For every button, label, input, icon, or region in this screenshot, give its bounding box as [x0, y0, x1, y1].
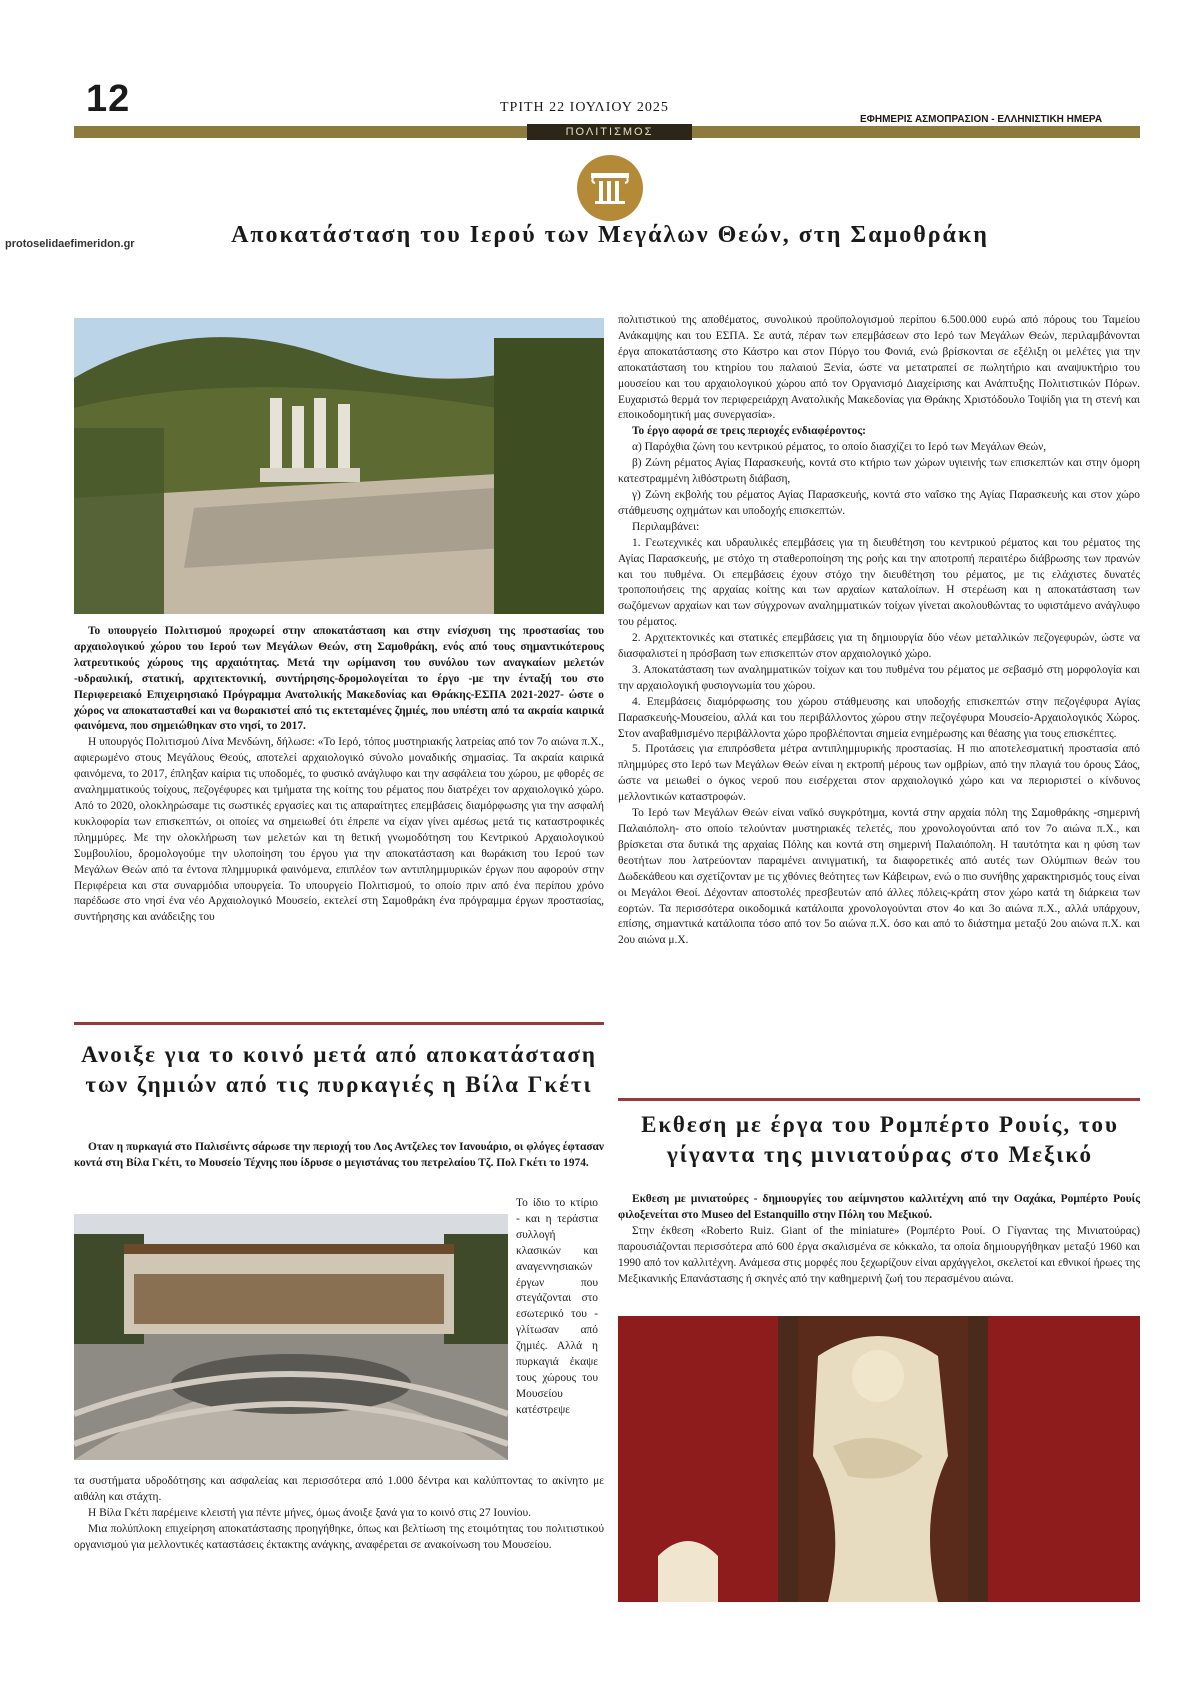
photo-getty-villa	[74, 1214, 508, 1460]
article2-side-text: Το ίδιο το κτίριο - και η τεράστια συλλογή κλασικών και αναγεννησιακών έργων που στεγάζονται στο εσωτερικό του - γλίτωσαν από ζημιές. Αλλά η πυρκαγιά έκαψε τους χώρους του Μουσείου κατέστρεψε	[516, 1197, 598, 1416]
issue-date: ΤΡΙΤΗ 22 ΙΟΥΛΙΟΥ 2025	[500, 100, 669, 115]
article1-left-text	[74, 624, 604, 926]
divider-red	[74, 1022, 604, 1025]
article1-paragraph: 2. Αρχιτεκτονικές και στατικές επεμβάσεις για τη δημιουργία δύο νέων μεταλλικών πεζογεφυρών, ώστε να διασφαλιστεί η πρόσβαση των επισκεπτών στον αρχαιολογικό χώρο.	[618, 632, 1140, 661]
article1-paragraph: 1. Γεωτεχνικές και υδραυλικές επεμβάσεις για τη διευθέτηση του κεντρικού ρέματος και του ρέματος της Αγίας Παρασκευής, με στόχο τη σταθεροποίηση της ροής και την αποτροπή περαιτέρω διάβρωσης των πρανών και του πυθμένα. Οι επεμβάσεις έχουν στόχο την διευθέτηση του ρέματος, με τις ελάχιστες δυνατές τροποποιήσεις της αρχαίας κοίτης και των αρχαίων καταλοίπων. Η στερέωση και η αποκατάσταση των σωζόμενων αρχαίων και των σύγχρονων αναλημματικών τοίχων γίνεται ακολουθώντας το υφιστάμενο ανάγλυφο του ρέματος.	[618, 536, 1140, 629]
divider-red	[618, 1098, 1140, 1101]
watermark: protoselidaefimeridon.gr	[5, 238, 135, 250]
article3-text	[618, 1192, 1140, 1287]
newspaper-name: ΕΦΗΜΕΡΙΣ ΑΣΜΟΠΡΑΣΙΟΝ - ΕΛΛΗΝΙΣΤΙΚΗ ΗΜΕΡΑ	[860, 114, 1103, 125]
article-title-ruiz: Εκθεση με έργα του Ρομπέρτο Ρουίς, του γίγαντα της μινιατούρας στο Μεξικό	[641, 1112, 1119, 1167]
column-icon	[577, 155, 643, 221]
article1-paragraph: πολιτιστικού της αποθέματος, συνολικού προϋπολογισμού περίπου 6.500.000 ευρώ από πόρους του Ταμείου Ανάκαμψης και του ΕΣΠΑ. Σε αυτά, πέραν των επεμβάσεων στο Ιερό των Μεγάλων Θεών, περιλαμβάνονται έργα αποκατάστασης στο Κάστρο και στον Πύργο του Φονιά, ενώ βρίσκονται σε εξέλιξη οι μελέτες για την αποκατάσταση του κτηρίου του παλαιού Ξενία, ώστε να μετατραπεί σε πωλητήριο και αναψυκτήριο του μουσείου και του αρχαιολογικού χώρου από τον Οργανισμό Διαχείρισης και Ανάπτυξης Πολιτιστικών Πόρων. Ευχαριστώ θερμά τον περιφερειάρχη Ανατολικής Μακεδονίας για Θράκης Χριστόδουλο Τοψίδη για τη στενή και εποικοδομητική μας συνεργασία».	[618, 314, 1140, 422]
article1-paragraph: γ) Ζώνη εκβολής του ρέματος Αγίας Παρασκευής, κοντά στο ναΐσκο της Αγίας Παρασκευής και στον χώρο στάθμευσης οχημάτων και υποδοχής επισκεπτών.	[618, 488, 1140, 517]
article1-subheading: Το έργο αφορά σε τρεις περιοχές ενδιαφέροντος:	[632, 425, 866, 438]
article2-text	[74, 1474, 604, 1554]
article1-paragraph: α) Παρόχθια ζώνη του κεντρικού ρέματος, το οποίο διασχίζει το Ιερό των Μεγάλων Θεών,	[632, 441, 1047, 454]
article2-paragraph: τα συστήματα υδροδότησης και ασφαλείας και περισσότερα από 1.000 δέντρα και καλύπτοντας το ακίνητο με αιθάλη και στάχτη.	[74, 1475, 604, 1503]
article-title-samothrace: Αποκατάσταση του Ιερού των Μεγάλων Θεών, στη Σαμοθράκη	[231, 222, 989, 248]
article1-lead: Το υπουργείο Πολιτισμού προχωρεί στην αποκατάσταση και στην ενίσχυση της προστασίας του αρχαιολογικού χώρου του Ιερού των Μεγάλων Θεών, στη Σαμοθράκη, ενός από τους σημαντικότερους λατρευτικούς χώρους της αρχαιότητας. Μετά την ωρίμανση του συνόλου των αναγκαίων μελετών -υδραυλική, στατική, αρχιτεκτονική, συντήρησης-δρομολογείται το έργο -με την ένταξή του στο Περιφερειακό Επιχειρησιακό Πρόγραμμα Ανατολικής Μακεδονίας και Θράκης-ΕΣΠΑ 2021-2027- ώστε ο χώρος να αποκατασταθεί και να θωρακιστεί από τις εκτεταμένες ζημιές, που υπέστη από τα ακραία καιρικά φαινόμενα, που σημειώθηκαν στο νησί, το 2017.	[74, 625, 604, 733]
article1-paragraph: 3. Αποκατάσταση των αναλημματικών τοίχων και του πυθμένα του ρέματος με σεβασμό στη μορφολογία και την αρχαιολογική φυσιογνωμία του χώρου.	[618, 663, 1140, 692]
article2-lead: Οταν η πυρκαγιά στο Παλισέιντς σάρωσε την περιοχή του Λος Αντζελες τον Ιανουάριο, οι φλόγες έφτασαν κοντά στη Βίλα Γκέτι, το Μουσείο Τέχνης που ίδρυσε ο μεγιστάνας του πετρελαίου Τζ. Πολ Γκέτι το 1974.	[74, 1141, 604, 1169]
article1-paragraph: Η υπουργός Πολιτισμού Λίνα Μενδώνη, δήλωσε: «Το Ιερό, τόπος μυστηριακής λατρείας από τον 7ο αιώνα π.Χ., αφιερωμένο στους Μεγάλους Θεούς, αποτελεί αρχαιολογικό σύνολο μοναδικής σημασίας. Τα ακραία καιρικά φαινόμενα, το 2017, έπληξαν καίρια τις υποδομές, το φυσικό ανάγλυφο και την ασφάλεια του χώρου, με φθορές σε αναλημματικούς τοίχους, πεζογέφυρες και τμήματα της κοίτης του ρέματος που διατρέχει τον αρχαιολογικό χώρο. Από το 2020, ολοκληρώσαμε τις σωστικές εργασίες και τις απαραίτητες επεμβάσεις διαμόρφωσης για την ασφαλή κυκλοφορία των επισκεπτών, οι οποίες να σημειωθεί ότι έπρεπε να είχαν γίνει αμέσως μετά τις καταστροφικές πλημμύρες. Με την ολοκλήρωση των μελετών και τη θετική γνωμοδότηση του Κεντρικού Αρχαιολογικού Συμβουλίου, δρομολογούμε την υλοποίηση του έργου για την αποκατάσταση και θωράκιση του Ιερού των Μεγάλων Θεών από τα έντονα πλημμυρικά φαινόμενα, επιπλέον των αντιπλημμυρικών έργων που αφορούν στην Περιφέρεια και στα συναρμόδια υπουργεία. Το υπουργείο Πολιτισμού, το οποίο πριν από ένα περίπου χρόνο παρέδωσε στο νησί ένα νέο Αρχαιολογικό Μουσείο, εκτελεί στη Σαμοθράκη ένα πρόγραμμα έργων προστασίας, συντήρησης και ανάδειξης του	[74, 736, 604, 924]
article2-paragraph: Η Βίλα Γκέτι παρέμεινε κλειστή για πέντε μήνες, όμως άνοιξε ξανά για το κοινό στις 27 Ιουνίου.	[88, 1506, 531, 1519]
section-label: ΠΟΛΙΤΙΣΜΟΣ	[527, 124, 692, 140]
article1-paragraph: 4. Επεμβάσεις διαμόρφωσης του χώρου στάθμευσης και υποδοχής επισκεπτών στην πεζογέφυρα Αγίας Παρασκευής-Μουσείου, αλλά και του περιβάλλοντος χώρου στην πεζογέφυρα Μουσείο-Αρχαιολογικός Χώρος. Στον αναβαθμισμένο περιβάλλοντα χώρο προβλέπονται σημεία ενημέρωσης και θέασης για τους επισκέπτες.	[618, 695, 1140, 740]
article3-lead: Εκθεση με μινιατούρες - δημιουργίες του αείμνηστου καλλιτέχνη από την Οαχάκα, Ρομπέρτο Ρουίς φιλοξενείται στο Museo del Estanquillo στην Πόλη του Μεξικού.	[618, 1193, 1140, 1221]
article-title-getty: Ανοιξε για το κοινό μετά από αποκατάσταση των ζημιών από τις πυρκαγιές η Βίλα Γκέτι	[81, 1042, 597, 1097]
page-number: 12	[86, 78, 131, 120]
article1-paragraph: β) Ζώνη ρέματος Αγίας Παρασκευής, κοντά στο κτήριο των χώρων υγιεινής των επισκεπτών και στην όμορη κατεστραμμένη λιθόστρωτη διάβαση,	[618, 457, 1140, 486]
article1-paragraph: Το Ιερό των Μεγάλων Θεών είναι ναϊκό συγκρότημα, κοντά στην αρχαία πόλη της Σαμοθράκης -σημερινή Παλαιόπολη- στο οποίο τελούνταν μυστηριακές τελετές, που χρονολογούνται από τον 7ο αιώνα π.Χ., και βρίσκεται στα δυτικά της αρχαίας Πόλης και κοντά στη σημερινή Παλαιόπολη. Η ταυτότητα και η φύση των θεοτήτων που λατρεύονταν παραμένει αινιγματική, τα διαφορετικές από αυτές των Ολύμπιων θεών του Δωδεκάθεου και σχετίζονταν με τις χθόνιες θεότητες των Κάβειρων, ενώ ο πιο συνήθης χαρακτηρισμός τους είναι οι Μεγάλοι Θεοί. Δέχονταν αποστολές πρεσβευτών από άλλες πόλεις-κράτη στον χώρο κατά τη διάρκεια των εορτών. Τα περισσότερα οικοδομικά κατάλοιπα χρονολογούνται στον 4ο και 3ο αιώνα π.Χ., αλλά υπάρχουν, επίσης, σημαντικά κατάλοιπα τόσο από τον 5ο αιώνα π.Χ. όσο και από το διάστημα μεταξύ 2ου αιώνα π.Χ. και 2ου αιώνα μ.Χ.	[618, 807, 1140, 947]
article1-right-text	[618, 313, 1140, 949]
article2-paragraph: Μια πολύπλοκη επιχείρηση αποκατάστασης προηγήθηκε, όπως και βελτίωση της ετοιμότητας του πολιτιστικού οργανισμού για μελλοντικές καταστάσεις έκτακτης ανάγκης, αναφέρεται σε ανακοίνωση του Μουσείου.	[74, 1522, 604, 1551]
photo-sanctuary	[74, 318, 604, 614]
article1-paragraph: Περιλαμβάνει:	[632, 520, 700, 533]
article3-paragraph: Στην έκθεση «Roberto Ruiz. Giant of the miniature» (Ρομπέρτο Ρουί. Ο Γίγαντας της Μινιατούρας) παρουσιάζονται περισσότερα από 600 έργα σκαλισμένα σε κόκκαλο, τα οποία δημιουργήθηκαν μεταξύ 1960 και 1990 από τον καλλιτέχνη. Ανάμεσα στις μορφές που ξεχωρίζουν είναι αρχάγγελοι, σκελετοί και εθνικοί ήρωες της Μεξικανικής Επανάστασης ή σκηνές από την καθημερινή ζωή του περασμένου αιώνα.	[618, 1224, 1140, 1285]
photo-miniature	[618, 1316, 1140, 1602]
article2-lead-block	[74, 1140, 604, 1172]
article1-paragraph: 5. Προτάσεις για επιπρόσθετα μέτρα αντιπλημμυρικής προστασίας. Η πιο αποτελεσματική προστασία από πλημμύρες στο Ιερό των Μεγάλων Θεών είναι η εκτροπή μέρους των ομβρίων, από την πλαγιά του όρους Σάος, ώστε να μειωθεί ο όγκος νερού που εισέρχεται στον αρχαιολογικό χώρο και να περιοριστεί ο κίνδυνος μελλοντικών καταστροφών.	[618, 743, 1140, 804]
